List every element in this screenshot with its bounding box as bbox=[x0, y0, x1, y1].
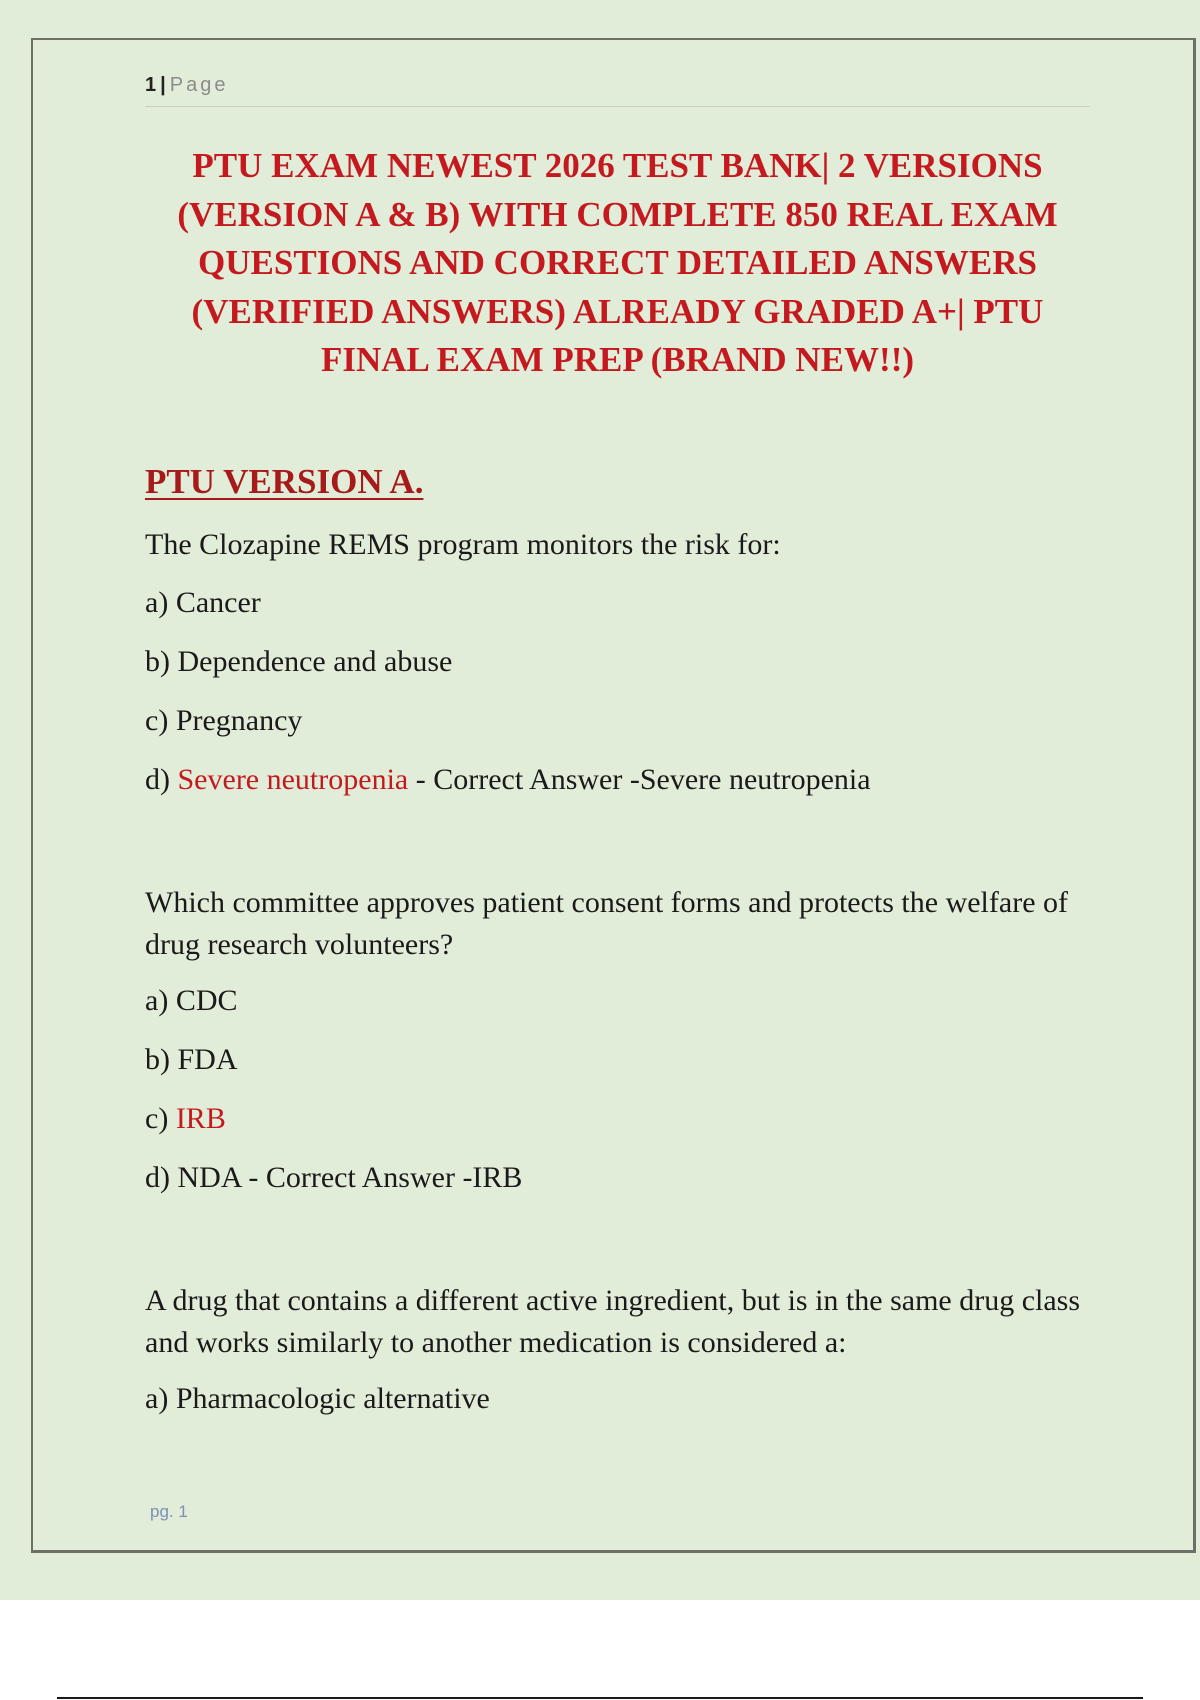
q1-option-d: d) Severe neutropenia - Correct Answer -Severe neutropenia bbox=[145, 763, 871, 796]
q1-option-c: c) Pregnancy bbox=[145, 704, 303, 737]
header-page-label: Page bbox=[169, 74, 229, 96]
q1-option-a: a) Cancer bbox=[145, 586, 261, 619]
q2-option-c: c) IRB bbox=[145, 1102, 226, 1135]
q2-option-d: d) NDA - Correct Answer -IRB bbox=[145, 1161, 523, 1194]
q2-option-a: a) CDC bbox=[145, 984, 238, 1017]
question-1: The Clozapine REMS program monitors the risk for: bbox=[145, 528, 781, 561]
page-footer: pg. 1 bbox=[150, 1502, 188, 1521]
section-heading: PTU VERSION A. bbox=[145, 462, 424, 501]
q1-correct-option: Severe neutropenia bbox=[177, 763, 409, 796]
question-3: A drug that contains a different active ingredient, but is in the same drug class and works similarly to another medication is considered a: bbox=[145, 1284, 1081, 1359]
header-page-number: 1 bbox=[145, 74, 157, 96]
q2-option-b: b) FDA bbox=[145, 1043, 238, 1076]
q2-correct-answer: - Correct Answer -IRB bbox=[240, 1161, 523, 1194]
q2-correct-option: IRB bbox=[175, 1102, 226, 1135]
document-title: PTU EXAM NEWEST 2026 TEST BANK| 2 VERSIONS (VERSION A & B) WITH COMPLETE 850 REAL EXAM QUESTIONS AND CORRECT DETAILED ANSWERS (VERIFIED ANSWERS) ALREADY GRADED A+| PTU FINAL EXAM PREP (BRAND NEW!!) bbox=[177, 146, 1058, 379]
header-separator: | bbox=[160, 74, 166, 96]
q3-option-a: a) Pharmacologic alternative bbox=[145, 1382, 490, 1415]
page-header bbox=[145, 74, 1090, 107]
bottom-divider bbox=[57, 1697, 1143, 1699]
q1-correct-answer: - Correct Answer -Severe neutropenia bbox=[408, 763, 871, 796]
q1-option-b: b) Dependence and abuse bbox=[145, 645, 453, 678]
question-2: Which committee approves patient consent forms and protects the welfare of drug research volunteers? bbox=[145, 886, 1068, 961]
